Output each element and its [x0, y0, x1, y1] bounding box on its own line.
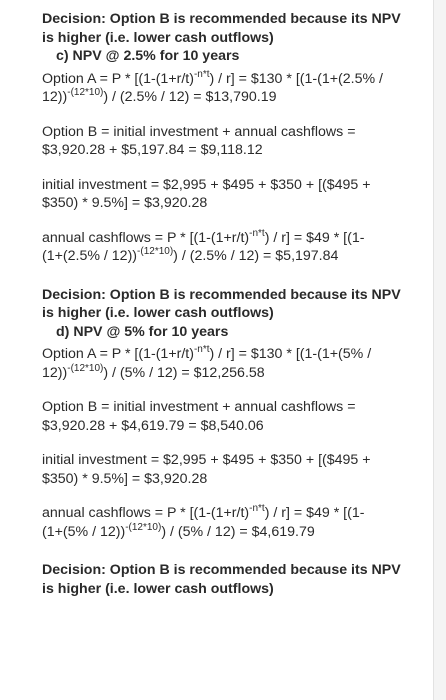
final-decision [42, 561, 419, 598]
option-b-result: $3,920.28 + $5,197.84 = $9,118.12 [42, 142, 263, 158]
initial-investment-result: $350) * 9.5%] = $3,920.28 [42, 195, 208, 211]
initial-investment-formula: initial investment = $2,995 + $495 + $350 + [($495 + [42, 452, 371, 468]
decision-line: Decision: Option B is recommended because its NPV [42, 286, 401, 303]
annual-cashflows-formula: annual cashflows = $P * [(1-(1+r/t)^{-n*t}) / r]$ = $49 * [(1- [42, 503, 365, 521]
initial-investment-formula: initial investment = $2,995 + $495 + $350 + [($495 + [42, 176, 371, 193]
option-a-result: 12))$^{-(12*10)}$) / (5% / 12) = $12,256.58 [42, 362, 265, 381]
option-b-formula: Option B = initial investment + annual cashflows = [42, 123, 356, 140]
option-b-formula: Option B = initial investment + annual cashflows = [42, 399, 356, 415]
section-heading: c) NPV @ 2.5% for 10 years [56, 48, 240, 64]
initial-investment-result: $350) * 9.5%] = $3,920.28 [42, 470, 208, 487]
option-a-formula: Option $A = P * [(1-(1+r/t)^{-n*t}) / r]$ = $130 * [(1-(1+(5% / [42, 344, 372, 362]
option-a-formula: Option $A = P * [(1-(1+r/t)^{-n*t}) / r]$ = $130 * [(1-(1+(2.5% / [42, 68, 383, 87]
section-c [42, 10, 419, 266]
decision-line: Decision: Option B is recommended because its NPV [42, 562, 401, 578]
option-a-result: 12))$^{-(12*10)}$) / (2.5% / 12) = $13,790.19 [42, 87, 277, 105]
decision-line: is higher (i.e. lower cash outflows) [42, 29, 274, 46]
annual-cashflows-formula: annual cashflows = $P * [(1-(1+r/t)^{-n*t}) / r]$ = $49 * [(1- [42, 227, 365, 246]
annual-cashflows-result: $(1+(2.5\% / 12))^{-(12*10)}) / (2.5\% / 12)$ = $5,197.84 [42, 246, 339, 264]
option-b-result: $3,920.28 + $4,619.79 = $8,540.06 [42, 417, 264, 434]
decision-line: Decision: Option B is recommended because its NPV [42, 11, 401, 27]
section-heading: d) NPV @ 5% for 10 years [56, 323, 229, 340]
decision-line: is higher (i.e. lower cash outflows) [42, 305, 274, 321]
section-d [42, 286, 419, 542]
annual-cashflows-result: $(1+(5\% / 12))^{-(12*10)}) / (5\% / 12)$ = $4,619.79 [42, 521, 315, 540]
decision-line: is higher (i.e. lower cash outflows) [42, 580, 274, 597]
